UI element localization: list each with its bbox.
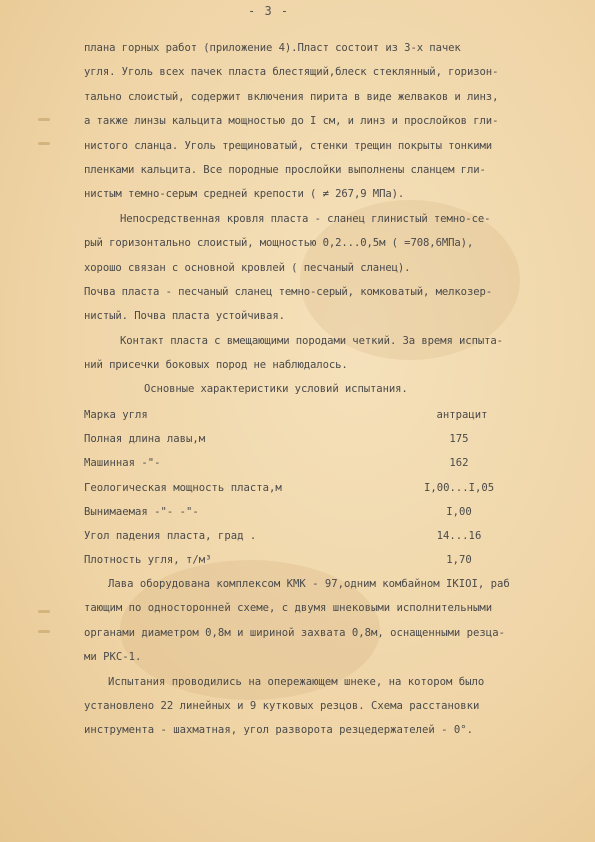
specs-heading: Основные характеристики условий испытания. bbox=[144, 383, 408, 396]
binding-hole bbox=[38, 630, 50, 633]
text-line: нистым темно-серым средней крепости ( ≠ 267,9 МПа). bbox=[84, 188, 405, 201]
text-line: Испытания проводились на опережающем шнеке, на котором было bbox=[108, 675, 485, 688]
text-line: Непосредственная кровля пласта - сланец глинистый темно-се- bbox=[120, 212, 491, 225]
text-line: тально слоистый, содержит включения пирита в виде желваков и линз, bbox=[84, 90, 499, 103]
text-line: ний присечки боковых пород не наблюдалось. bbox=[84, 359, 348, 372]
binding-hole bbox=[38, 610, 50, 613]
spec-value: 14...16 bbox=[436, 529, 482, 542]
spec-label: Геологическая мощность пласта,м bbox=[84, 481, 282, 494]
spec-row bbox=[84, 451, 504, 475]
spec-row bbox=[84, 548, 504, 572]
spec-value: антрацит bbox=[436, 409, 488, 421]
text-line: нистый. Почва пласта устойчивая. bbox=[84, 310, 285, 323]
spec-value: I,00...I,05 bbox=[424, 481, 495, 494]
text-line: пленками кальцита. Все породные прослойки выполнены сланцем гли- bbox=[84, 163, 486, 176]
text-line: Почва пласта - песчаный сланец темно-серый, комковатый, мелкозер- bbox=[84, 285, 493, 298]
spec-label: Плотность угля, т/м³ bbox=[84, 554, 212, 567]
spec-label: Марка угля bbox=[84, 409, 148, 421]
spec-row bbox=[84, 500, 504, 524]
spec-row bbox=[84, 524, 504, 548]
spec-row bbox=[84, 476, 504, 500]
text-line: нистого сланца. Уголь трещиноватый, стенки трещин покрыты тонкими bbox=[84, 139, 493, 152]
text-line: а также линзы кальцита мощностью до I см, и линз и прослойков гли- bbox=[84, 115, 499, 128]
spec-label: Вынимаемая -"- -"- bbox=[84, 505, 199, 518]
spec-value: 1,70 bbox=[446, 554, 472, 567]
text-line: органами диаметром 0,8м и шириной захвата 0,8м, оснащенными резца- bbox=[84, 626, 505, 639]
text-line: ми РКС-1. bbox=[84, 651, 142, 664]
binding-hole bbox=[38, 142, 50, 145]
spec-label: Машинная -"- bbox=[84, 457, 161, 470]
binding-hole bbox=[38, 118, 50, 121]
text-line: тающим по односторонней схеме, с двумя шнековыми исполнительными bbox=[84, 602, 493, 615]
text-line: плана горных работ (приложение 4).Пласт состоит из 3-х пачек bbox=[84, 42, 461, 54]
text-line: Лава оборудована комплексом КМК - 97,одним комбайном IКIOI, раб bbox=[108, 578, 510, 590]
text-line: установлено 22 линейных и 9 кутковых резцов. Схема расстановки bbox=[84, 699, 480, 712]
spec-label: Угол падения пласта, град . bbox=[84, 529, 257, 542]
spec-value: I,00 bbox=[446, 505, 472, 518]
spec-value: 175 bbox=[449, 433, 469, 446]
spec-row bbox=[84, 427, 504, 451]
page-number: - 3 - bbox=[248, 4, 290, 18]
spec-label: Полная длина лавы,м bbox=[84, 433, 206, 446]
body-text bbox=[84, 36, 584, 402]
spec-value: 162 bbox=[449, 457, 469, 470]
specs-table bbox=[84, 403, 504, 572]
text-line: Контакт пласта с вмещающими породами четкий. За время испыта- bbox=[120, 334, 503, 347]
spec-row bbox=[84, 403, 504, 427]
equipment-text bbox=[84, 572, 584, 743]
text-line: инструмента - шахматная, угол разворота резцедержателей - 0°. bbox=[84, 724, 474, 737]
text-line: угля. Уголь всех пачек пласта блестящий,блеск стеклянный, горизон- bbox=[84, 66, 499, 79]
text-line: рый горизонтально слоистый, мощностью 0,2...0,5м ( =708,6МПа), bbox=[84, 237, 474, 250]
text-line: хорошо связан с основной кровлей ( песчаный сланец). bbox=[84, 261, 411, 274]
